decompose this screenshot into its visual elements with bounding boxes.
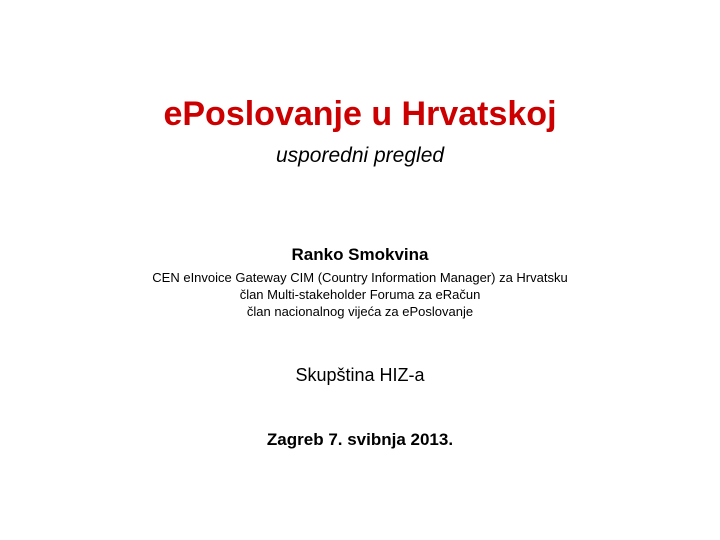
event-name: Skupština HIZ-a bbox=[295, 365, 425, 385]
slide-subtitle: usporedni pregled bbox=[275, 144, 445, 167]
author-roles bbox=[0, 269, 720, 320]
author-role: CEN eInvoice Gateway CIM (Country Information Manager) za Hrvatsku bbox=[152, 270, 568, 285]
author-role: član Multi-stakeholder Foruma za eRačun bbox=[239, 287, 481, 302]
event-date: Zagreb 7. svibnja 2013. bbox=[266, 430, 454, 449]
author-role: član nacionalnog vijeća za ePoslovanje bbox=[246, 304, 474, 319]
slide-title: ePoslovanje u Hrvatskoj bbox=[163, 95, 557, 133]
author-name: Ranko Smokvina bbox=[291, 245, 429, 264]
